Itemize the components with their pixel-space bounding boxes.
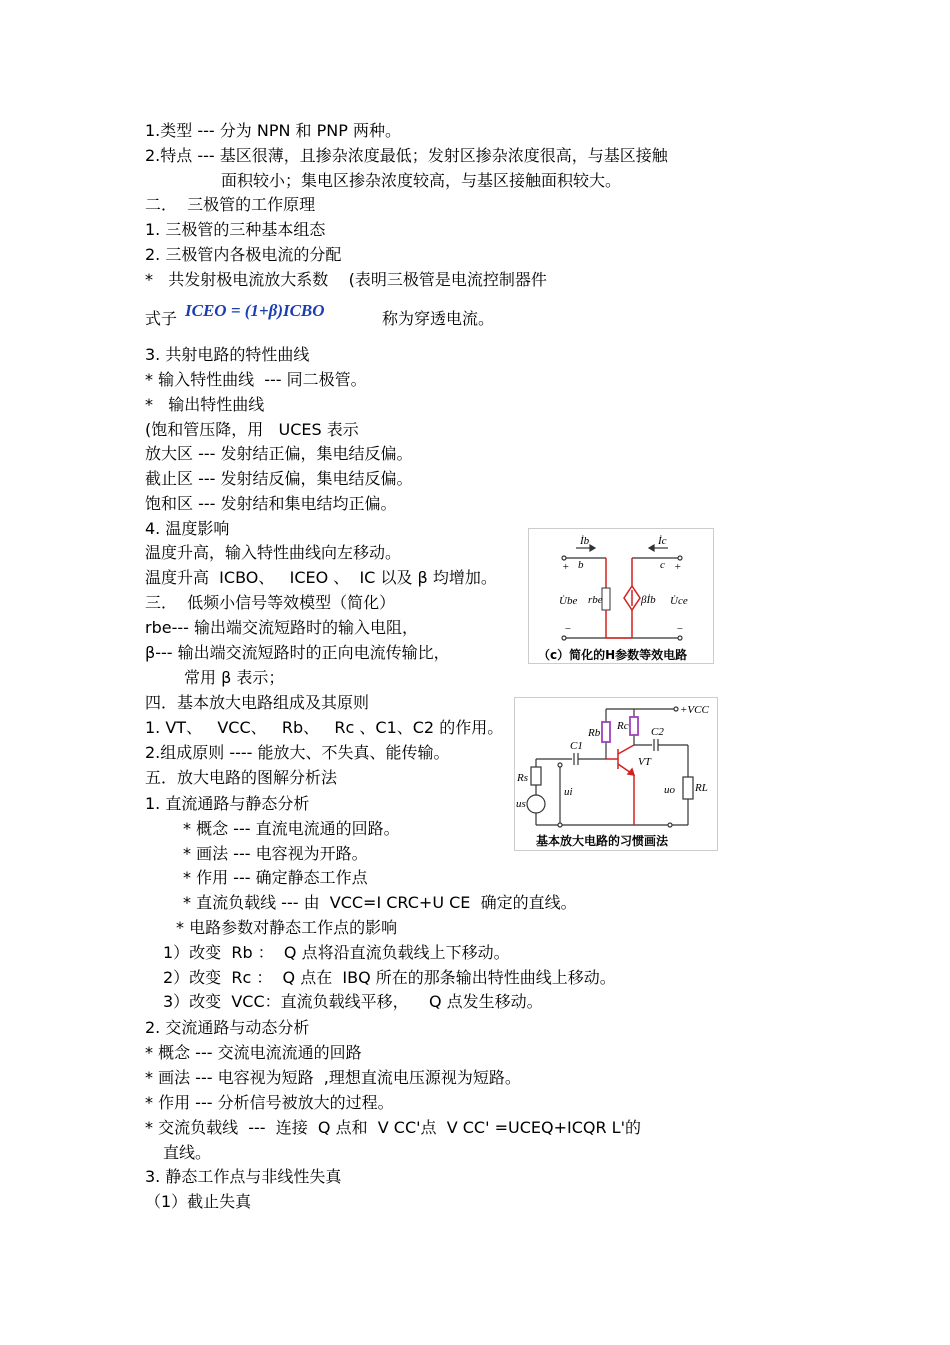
text-line: 1. 三极管的三种基本组态 xyxy=(145,220,326,239)
rs-label: Rs xyxy=(517,772,528,784)
h-parameter-circuit-figure xyxy=(528,528,714,664)
c2-label: C2 xyxy=(651,726,664,738)
section-heading: 三． 低频小信号等效模型（简化） xyxy=(145,593,396,612)
text-line: 直线。 xyxy=(163,1143,212,1162)
uo-label: uo xyxy=(664,784,675,796)
text-line: * 画法 --- 电容视为开路。 xyxy=(183,844,368,863)
text-line: 3. 静态工作点与非线性失真 xyxy=(145,1167,342,1186)
text-line: * 交流负载线 --- 连接 Q 点和 V CC'点 V CC' =UCEQ+ICQR L'的 xyxy=(145,1118,641,1137)
ic-label: İc xyxy=(658,535,667,547)
text-line: * 共发射极电流放大系数 (表明三极管是电流控制器件 xyxy=(145,270,547,289)
text-line: * 概念 --- 交流电流流通的回路 xyxy=(145,1043,362,1062)
ui-label: ui xyxy=(564,786,573,798)
figure-caption: （c）简化的H参数等效电路 xyxy=(538,648,688,662)
text-line: 温度升高 ICBO、 ICEO 、 IC 以及 β 均增加。 xyxy=(145,568,497,587)
text-line: 常用 β 表示； xyxy=(184,668,285,687)
beta-ib-label: βİb xyxy=(641,594,656,606)
ib-label: İb xyxy=(580,535,590,547)
text-line: 2.特点 --- 基区很薄，且掺杂浓度最低；发射区掺杂浓度很高，与基区接触 xyxy=(145,146,668,165)
text-line: (饱和管压降，用 UCES 表示 xyxy=(145,420,359,439)
rbe-label: rbe xyxy=(588,594,603,606)
plus-label: + xyxy=(562,561,570,573)
figure-caption: 基本放大电路的习惯画法 xyxy=(536,834,669,848)
b-label: b xyxy=(578,559,584,571)
text-line: * 作用 --- 分析信号被放大的过程。 xyxy=(145,1093,394,1112)
ube-label: U̇be xyxy=(559,595,578,607)
text-line: 1.类型 --- 分为 NPN 和 PNP 两种。 xyxy=(145,121,401,140)
text-line: * 作用 --- 确定静态工作点 xyxy=(183,868,368,887)
plus-label: + xyxy=(674,561,682,573)
text-line: 式子 xyxy=(145,309,178,328)
rc-label: Rc xyxy=(617,720,629,732)
basic-amplifier-figure xyxy=(514,697,718,851)
us-label: us xyxy=(516,798,526,810)
uce-label: U̇ce xyxy=(670,595,688,607)
text-line: 放大区 --- 发射结正偏，集电结反偏。 xyxy=(145,444,413,463)
text-line: 1. VT、 VCC、 Rb、 Rc 、C1、C2 的作用。 xyxy=(145,718,504,737)
text-line: （1）截止失真 xyxy=(145,1192,252,1211)
text-line: 3. 共射电路的特性曲线 xyxy=(145,345,310,364)
text-line: 4. 温度影响 xyxy=(145,519,230,538)
text-line: 饱和区 --- 发射结和集电结均正偏。 xyxy=(145,494,397,513)
c-label: c xyxy=(660,559,665,571)
text-line: * 输出特性曲线 xyxy=(145,395,265,414)
minus-label: − xyxy=(564,623,572,635)
text-line: 2）改变 Rc ： Q 点在 IBQ 所在的那条输出特性曲线上移动。 xyxy=(163,968,616,987)
text-line: 温度升高，输入特性曲线向左移动。 xyxy=(145,543,402,562)
text-line: * 画法 --- 电容视为短路 ,理想直流电压源视为短路。 xyxy=(145,1068,521,1087)
text-line: * 电路参数对静态工作点的影响 xyxy=(176,918,398,937)
text-line: * 输入特性曲线 --- 同二极管。 xyxy=(145,370,367,389)
minus-label: − xyxy=(676,623,684,635)
text-line: 称为穿透电流。 xyxy=(382,309,495,328)
text-line: * 概念 --- 直流电流通的回路。 xyxy=(183,819,400,838)
text-line: * 直流负载线 --- 由 VCC=I CRC+U CE 确定的直线。 xyxy=(183,893,577,912)
text-line: 2. 交流通路与动态分析 xyxy=(145,1018,310,1037)
penetration-current-formula: ICEO = (1+β)ICBO xyxy=(185,301,325,320)
text-line: 3）改变 VCC：直流负载线平移， Q 点发生移动。 xyxy=(163,992,543,1011)
vcc-label: +VCC xyxy=(680,704,709,716)
rb-label: Rb xyxy=(588,727,601,739)
text-line: 2. 三极管内各极电流的分配 xyxy=(145,245,342,264)
vt-label: VT xyxy=(638,756,651,768)
text-line: 面积较小；集电区掺杂浓度较高，与基区接触面积较大。 xyxy=(221,171,622,190)
section-heading: 五．放大电路的图解分析法 xyxy=(145,768,338,787)
section-heading: 四．基本放大电路组成及其原则 xyxy=(145,693,370,712)
text-line: β--- 输出端交流短路时的正向电流传输比， xyxy=(145,643,450,662)
text-line: 1. 直流通路与静态分析 xyxy=(145,794,310,813)
rl-label: RL xyxy=(695,782,708,794)
text-line: rbe--- 输出端交流短路时的输入电阻， xyxy=(145,618,418,637)
text-line: 2.组成原则 ---- 能放大、不失真、能传输。 xyxy=(145,743,450,762)
text-line: 1）改变 Rb ： Q 点将沿直流负载线上下移动。 xyxy=(163,943,510,962)
text-line: 截止区 --- 发射结反偏，集电结反偏。 xyxy=(145,469,413,488)
section-heading: 二． 三极管的工作原理 xyxy=(145,195,316,214)
c1-label: C1 xyxy=(570,740,583,752)
